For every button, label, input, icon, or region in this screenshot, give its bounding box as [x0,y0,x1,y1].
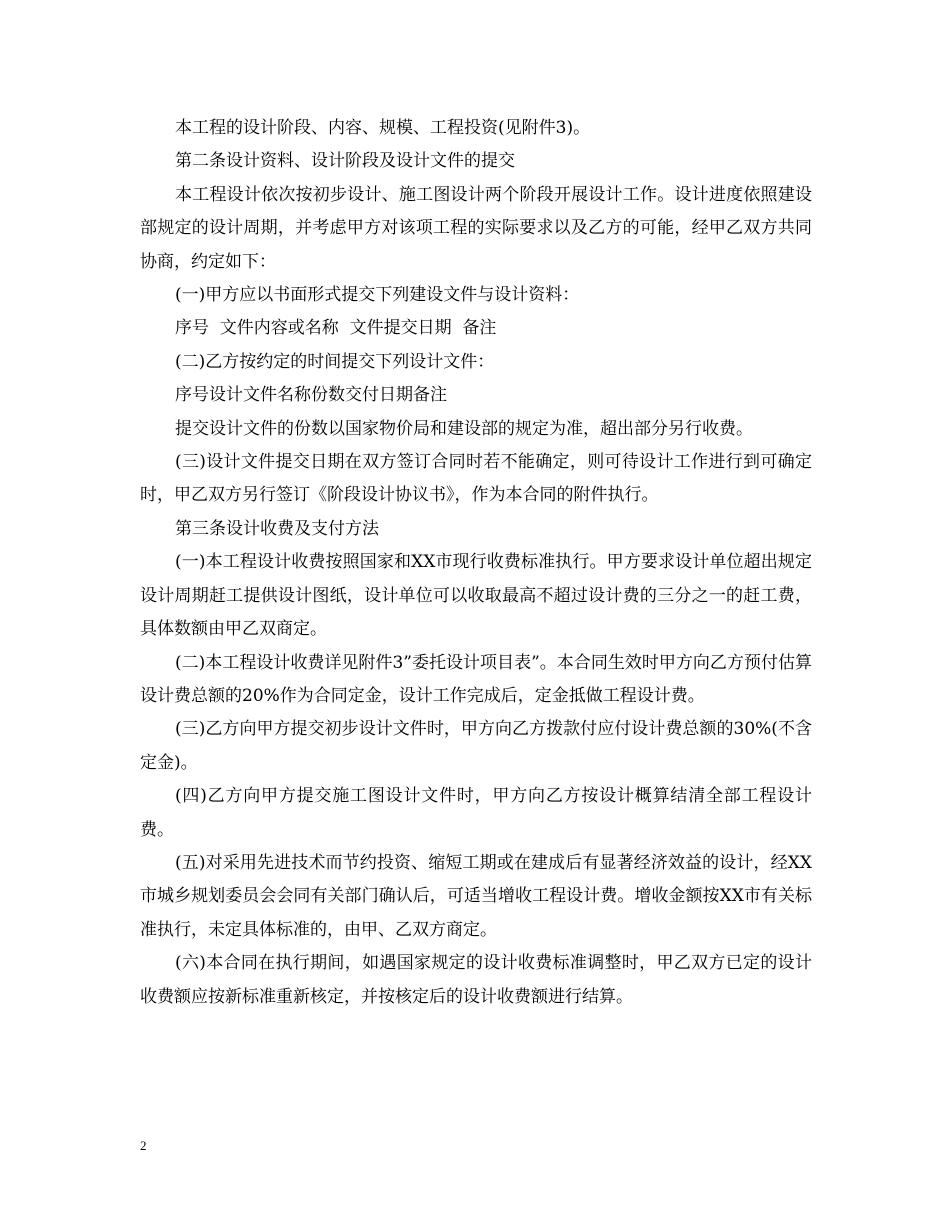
paragraph-fee-standard: (一)本工程设计收费按照国家和XX市现行收费标准执行。甲方要求设计单位超出规定设计周期赶工提供设计图纸，设计单位可以收取最高不超过设计费的三分之一的赶工费，具体数额由甲乙双商定。 [140,552,812,640]
paragraph-fee-adjustment: (六)本合同在执行期间，如遇国家规定的设计收费标准调整时，甲乙双方已定的设计收费额应按新标准重新核定，并按核定后的设计收费额进行结算。 [140,953,812,1007]
table-header-party-a: 序号 文件内容或名称 文件提交日期 备注 [175,318,497,339]
heading-article-2: 第二条设计资料、设计阶段及设计文件的提交 [175,151,515,172]
page-number: 2 [140,1138,147,1153]
paragraph-preliminary-payment: (三)乙方向甲方提交初步设计文件时，甲方向乙方拨款付应付设计费总额的30%(不含定金)。 [140,719,812,773]
paragraph-project-scope: 本工程的设计阶段、内容、规模、工程投资(见附件3)。 [175,118,591,138]
paragraph-deposit: (二)本工程设计收费详见附件3”委托设计项目表”。本合同生效时甲方向乙方预付估算设计费总额的20%作为合同定金，设计工作完成后，定金抵做工程设计费。 [140,652,812,706]
paragraph-additional-fee: (五)对采用先进技术而节约投资、缩短工期或在建成后有显著经济效益的设计，经XX市城乡规划委员会会同有关部门确认后，可适当增收工程设计费。增收金额按XX市有关标准执行，未定具体标准的，由甲、乙双方商定。 [140,852,812,940]
paragraph-design-stages: 本工程设计依次按初步设计、施工图设计两个阶段开展设计工作。设计进度依照建设部规定的设计周期，并考虑甲方对该项工程的实际要求以及乙方的可能，经甲乙双方共同协商，约定如下： [140,184,812,272]
paragraph-document-copies: 提交设计文件的份数以国家物价局和建设部的规定为准，超出部分另行收费。 [175,418,753,439]
heading-article-3: 第三条设计收费及支付方法 [175,518,379,539]
paragraph-final-payment: (四)乙方向甲方提交施工图设计文件时，甲方向乙方按设计概算结清全部工程设计费。 [140,786,812,840]
paragraph-party-a-documents: (一)甲方应以书面形式提交下列建设文件与设计资料： [175,285,580,306]
table-header-party-b: 序号设计文件名称份数交付日期备注 [175,385,447,406]
paragraph-submission-date: (三)设计文件提交日期在双方签订合同时若不能确定，则可待设计工作进行到可确定时，甲乙双方另行签订《阶段设计协议书》，作为本合同的附件执行。 [140,452,812,506]
paragraph-party-b-documents: (二)乙方按约定的时间提交下列设计文件： [175,351,495,372]
document-body [140,112,812,1014]
